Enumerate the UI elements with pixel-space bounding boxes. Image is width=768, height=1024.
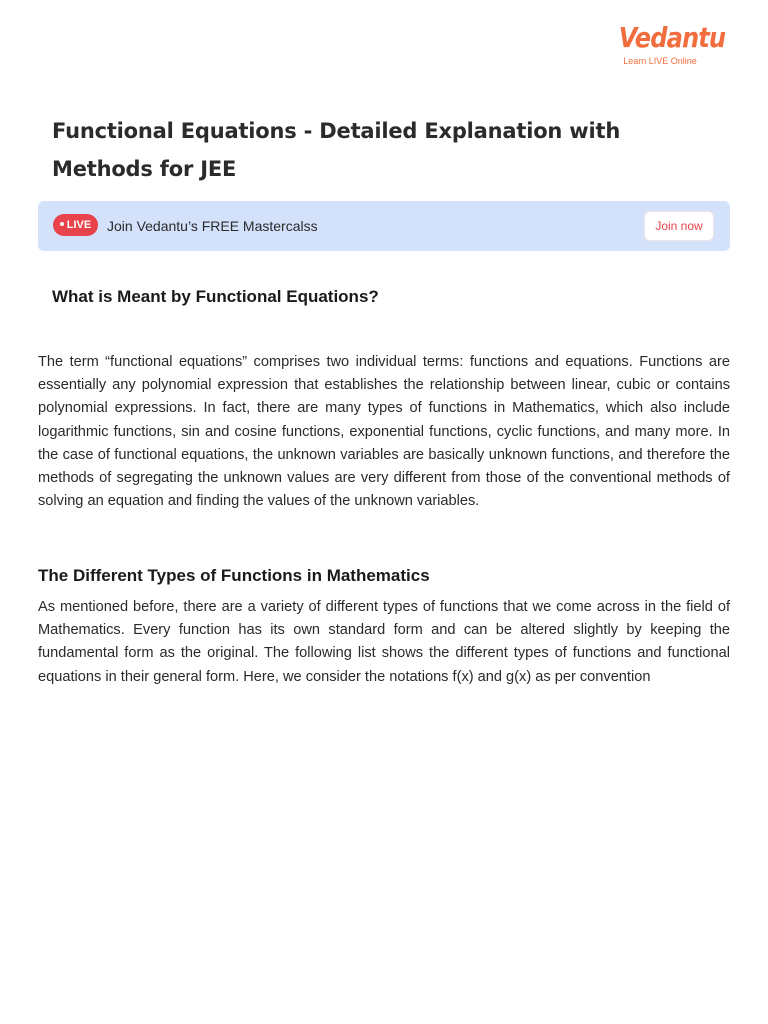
section-body-functional-equations: The term “functional equations” comprises two individual terms: functions and equations. Functions are essentially any polynomial expression that establishes the relationship between linear, cubic or contains polynomial expressions. In fact, there are many types of functions in Mathematics, which also include logarithmic functions, sin and cosine functions, exponential functions, cyclic functions, and many more. In the case of functional equations, the unknown variables are basically unknown functions, and therefore the methods of segregating the unknown values are very different from those of the conventional methods of solving an equation and finding the values of the unknown variables. xyxy=(38,354,730,510)
live-label: LIVE xyxy=(66,219,92,231)
live-badge xyxy=(53,214,98,236)
logo-wordmark: Vedantu xyxy=(618,21,726,54)
live-dot-icon xyxy=(60,222,64,226)
masterclass-banner xyxy=(38,201,730,251)
page-title: Functional Equations - Detailed Explanation with Methods for JEE xyxy=(52,119,621,181)
section-heading-functional-equations: What is Meant by Functional Equations? xyxy=(52,287,379,306)
vedantu-logo[interactable] xyxy=(612,21,726,67)
join-now-button[interactable]: Join now xyxy=(645,212,713,240)
banner-text: Join Vedantu’s FREE Mastercalss xyxy=(107,218,318,234)
logo-tagline: Learn LIVE Online xyxy=(623,56,697,66)
section-body-types-of-functions: As mentioned before, there are a variety of different types of functions that we come across in the field of Mathematics. Every function has its own standard form and can be altered slightly by keeping the fundamental form as the original. The following list shows the different types of functions and functional equations in their general form. Here, we consider the notations f(x) and g(x) as per convention xyxy=(38,599,730,685)
section-heading-types-of-functions: The Different Types of Functions in Mathematics xyxy=(38,566,430,585)
